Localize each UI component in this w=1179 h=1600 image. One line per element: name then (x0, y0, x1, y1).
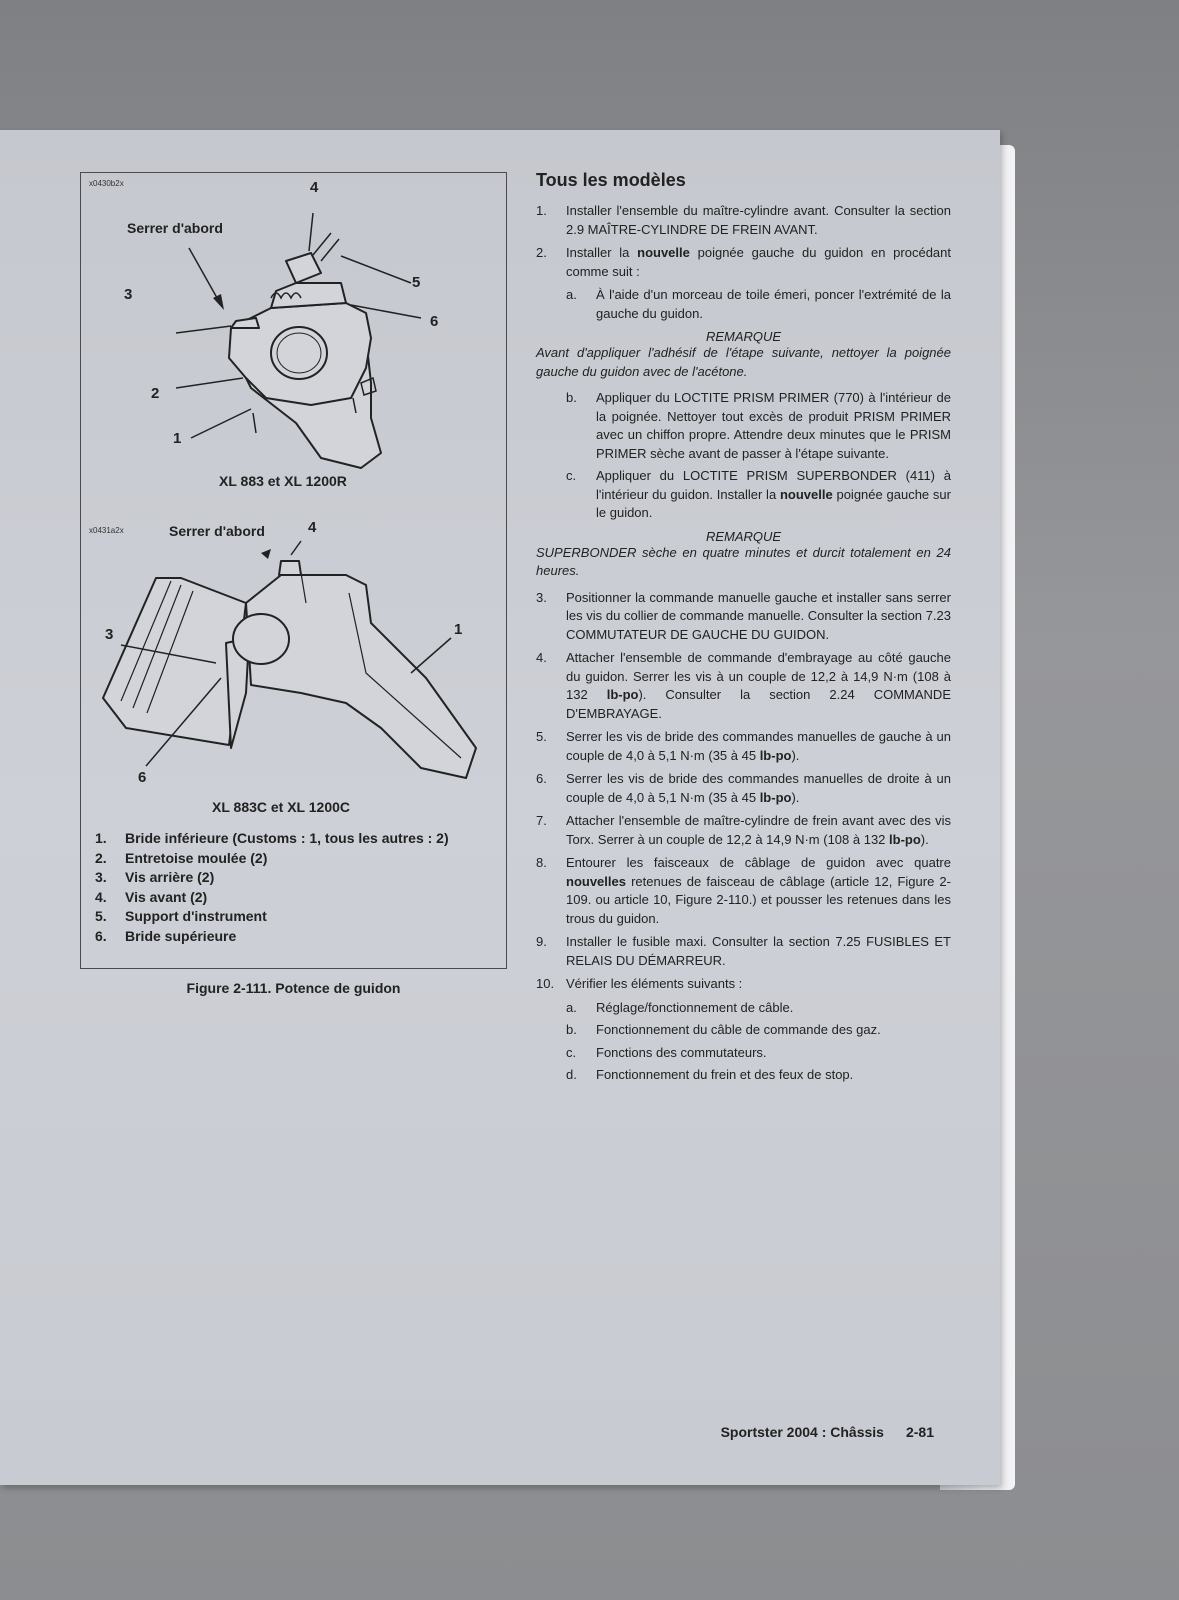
figure-id-top: x0430b2x (89, 179, 124, 188)
legend-number: 6. (95, 927, 107, 944)
step-3 (536, 589, 951, 645)
text-run: poignée gauche sur le guidon. (596, 486, 951, 520)
legend-number: 2. (95, 849, 107, 866)
legend-text: Bride supérieure (125, 927, 237, 944)
instructions-column (536, 170, 951, 1089)
step-4 (536, 649, 951, 723)
text-run: Serrer les vis de bride des commandes manuelles de droite à un couple de 4,0 à 5,1 N·m (35 à 45 (566, 771, 951, 805)
legend-item (95, 829, 505, 849)
step-number: 4. (536, 650, 547, 665)
step-text: Installer l'ensemble du maître-cylindre avant. Consulter la section 2.9 MAÎTRE-CYLINDRE DE FREIN AVANT. (566, 203, 951, 237)
legend-text: Vis arrière (2) (125, 869, 215, 885)
figure-caption: Figure 2-111. Potence de guidon (186, 980, 401, 996)
substep-text (596, 467, 951, 523)
text-run-bold: lb-po (759, 789, 792, 805)
figure-box (80, 172, 507, 969)
manual-page (0, 130, 1000, 1485)
step-text (566, 649, 951, 723)
top-label-4: 4 (310, 179, 319, 196)
step-text (566, 244, 951, 281)
step-7 (536, 812, 951, 849)
substep-text: Fonctionnement du frein et des feux de stop. (596, 1067, 854, 1082)
top-illustration-caption: XL 883 et XL 1200R (219, 473, 347, 489)
substep-text: Fonctionnement du câble de commande des gaz. (596, 1022, 881, 1037)
legend-text: Vis avant (2) (125, 888, 208, 905)
figure-legend (95, 829, 505, 946)
step-1 (536, 202, 951, 239)
legend-number: 1. (95, 830, 107, 846)
step-2b (566, 389, 951, 463)
step-number: 5. (536, 729, 547, 744)
legend-item (95, 849, 505, 869)
text-run: Attacher l'ensemble de commande d'embrayage au côté gauche du guidon. Serrer les vis à un couple de 12,2 à 14,9 N·m (108 à 132 (566, 650, 951, 702)
legend-item (95, 868, 505, 888)
legend-text: Entretoise moulée (2) (125, 849, 268, 866)
handlebar-hole-icon-bottom (233, 614, 289, 664)
legend-text: Support d'instrument (125, 908, 267, 924)
legend-number: 5. (95, 908, 107, 924)
step-10b (566, 1021, 951, 1040)
step-2a (566, 286, 951, 323)
text-run-bold: lb-po (759, 747, 792, 763)
text-run: Attacher l'ensemble de maître-cylindre de frein avant avec des vis Torx. Serrer à un couple de 12,2 à 14,9 N·m (108 à 132 (566, 813, 951, 847)
text-run-bold: nouvelles (566, 873, 626, 889)
step-2 (536, 244, 951, 281)
legend-number: 4. (95, 888, 107, 905)
text-run: ). (791, 747, 800, 763)
step-number: 8. (536, 855, 547, 870)
bottom-illustration-caption: XL 883C et XL 1200C (212, 799, 351, 815)
text-run: ). (920, 831, 929, 847)
top-label-3: 3 (124, 286, 133, 303)
text-run: Serrer les vis de bride des commandes manuelles de gauche à un couple de 4,0 à 5,1 N·m (35 à 45 (566, 729, 951, 763)
figure-id-bottom: x0431a2x (89, 526, 124, 535)
text-run: Appliquer du LOCTITE PRISM SUPERBONDER (411) à l'intérieur du guidon. Installer la (596, 468, 951, 502)
step-number: 9. (536, 934, 547, 949)
page-footer (721, 1424, 934, 1440)
step-number: 2. (536, 245, 547, 260)
section-heading: Tous les modèles (536, 170, 686, 190)
legend-number: 3. (95, 869, 107, 885)
step-2c (566, 467, 951, 523)
step-9 (536, 933, 951, 970)
note-title: REMARQUE (705, 528, 782, 544)
substep-letter: a. (566, 287, 577, 302)
step-number: 1. (536, 203, 547, 218)
step-text: Vérifier les éléments suivants : (566, 976, 743, 991)
step-10d (566, 1066, 951, 1085)
note-body: SUPERBONDER sèche en quatre minutes et durcit totalement en 24 heures. (536, 544, 951, 578)
note-body: Avant d'appliquer l'adhésif de l'étape suivante, nettoyer la poignée gauche du guidon avec de l'acétone. (536, 345, 951, 379)
step-5 (536, 728, 951, 765)
text-run: retenues de faisceau de câblage (article 12, Figure 2-109. ou article 10, Figure 2-110.) et pousser les retenues dans les trous du guidon. (566, 873, 951, 926)
text-run: Installer la (566, 245, 638, 260)
bottom-label-1: 1 (454, 621, 463, 638)
step-text (566, 770, 951, 807)
text-run: Entourer les faisceaux de câblage de guidon avec quatre (566, 855, 951, 870)
legend-text: Bride inférieure (Customs : 1, tous les autres : 2) (125, 830, 449, 846)
bottom-tighten-first-callout: Serrer d'abord (169, 523, 265, 539)
bottom-label-3: 3 (105, 626, 114, 643)
top-label-5: 5 (412, 274, 421, 291)
substep-text: Fonctions des commutateurs. (596, 1044, 767, 1060)
substep-letter: a. (566, 999, 577, 1015)
substep-letter: c. (566, 1044, 577, 1060)
bottom-label-6: 6 (138, 769, 147, 786)
handlebar-hole-icon (271, 327, 327, 379)
step-text (566, 854, 951, 928)
legend-item (95, 907, 505, 927)
step-10c (566, 1044, 951, 1063)
substep-letter: b. (566, 1022, 577, 1037)
text-run: ). (791, 789, 800, 805)
step-text (566, 728, 951, 765)
step-number: 6. (536, 771, 547, 786)
page-number: 2-81 (905, 1424, 934, 1440)
step-number: 7. (536, 813, 547, 828)
substep-text: Réglage/fonctionnement de câble. (596, 999, 794, 1015)
legend-item (95, 888, 505, 908)
step-10 (536, 975, 951, 994)
text-run: ). Consulter la section 2.24 COMMANDE D'EMBRAYAGE. (566, 687, 951, 721)
legend-item (95, 927, 505, 947)
step-8 (536, 854, 951, 928)
bottom-label-4: 4 (308, 519, 317, 536)
step-number: 10. (536, 976, 555, 991)
step-text: Positionner la commande manuelle gauche et installer sans serrer les vis du collier de commande manuelle. Consulter la section 7.23 COMMUTATEUR DE GAUCHE DU GUIDON. (566, 589, 951, 642)
substep-letter: d. (566, 1067, 577, 1082)
text-run-bold: lb-po (606, 687, 639, 702)
footer-title: Sportster 2004 : Châssis (720, 1424, 884, 1440)
text-run-bold: nouvelle (779, 486, 833, 502)
top-label-2: 2 (151, 385, 160, 402)
text-run-bold: nouvelle (637, 245, 690, 260)
bottom-handlebar-clamp-illustration (81, 513, 508, 803)
text-run: poignée gauche du guidon en procédant comme suit : (566, 245, 951, 279)
step-number: 3. (536, 589, 547, 605)
text-run-bold: lb-po (889, 831, 921, 847)
step-6 (536, 770, 951, 807)
substep-text: À l'aide d'un morceau de toile émeri, poncer l'extrémité de la gauche du guidon. (596, 287, 951, 321)
top-label-6: 6 (430, 313, 439, 330)
substep-text: Appliquer du LOCTITE PRISM PRIMER (770) à l'intérieur de la poignée. Nettoyer tout excès de produit PRISM PRIMER avec un chiffon propre. Attendre deux minutes que le PRISM PRIMER sèche avant de passer à l'étape suivante. (596, 390, 951, 461)
top-tighten-first-callout: Serrer d'abord (127, 220, 223, 236)
step-10a (566, 999, 951, 1018)
top-label-1: 1 (173, 430, 182, 447)
step-text (566, 812, 951, 849)
step-text: Installer le fusible maxi. Consulter la section 7.25 FUSIBLES ET RELAIS DU DÉMARREUR. (566, 934, 951, 968)
note-title: REMARQUE (705, 329, 782, 344)
substep-letter: b. (566, 390, 577, 405)
substep-letter: c. (566, 468, 577, 483)
